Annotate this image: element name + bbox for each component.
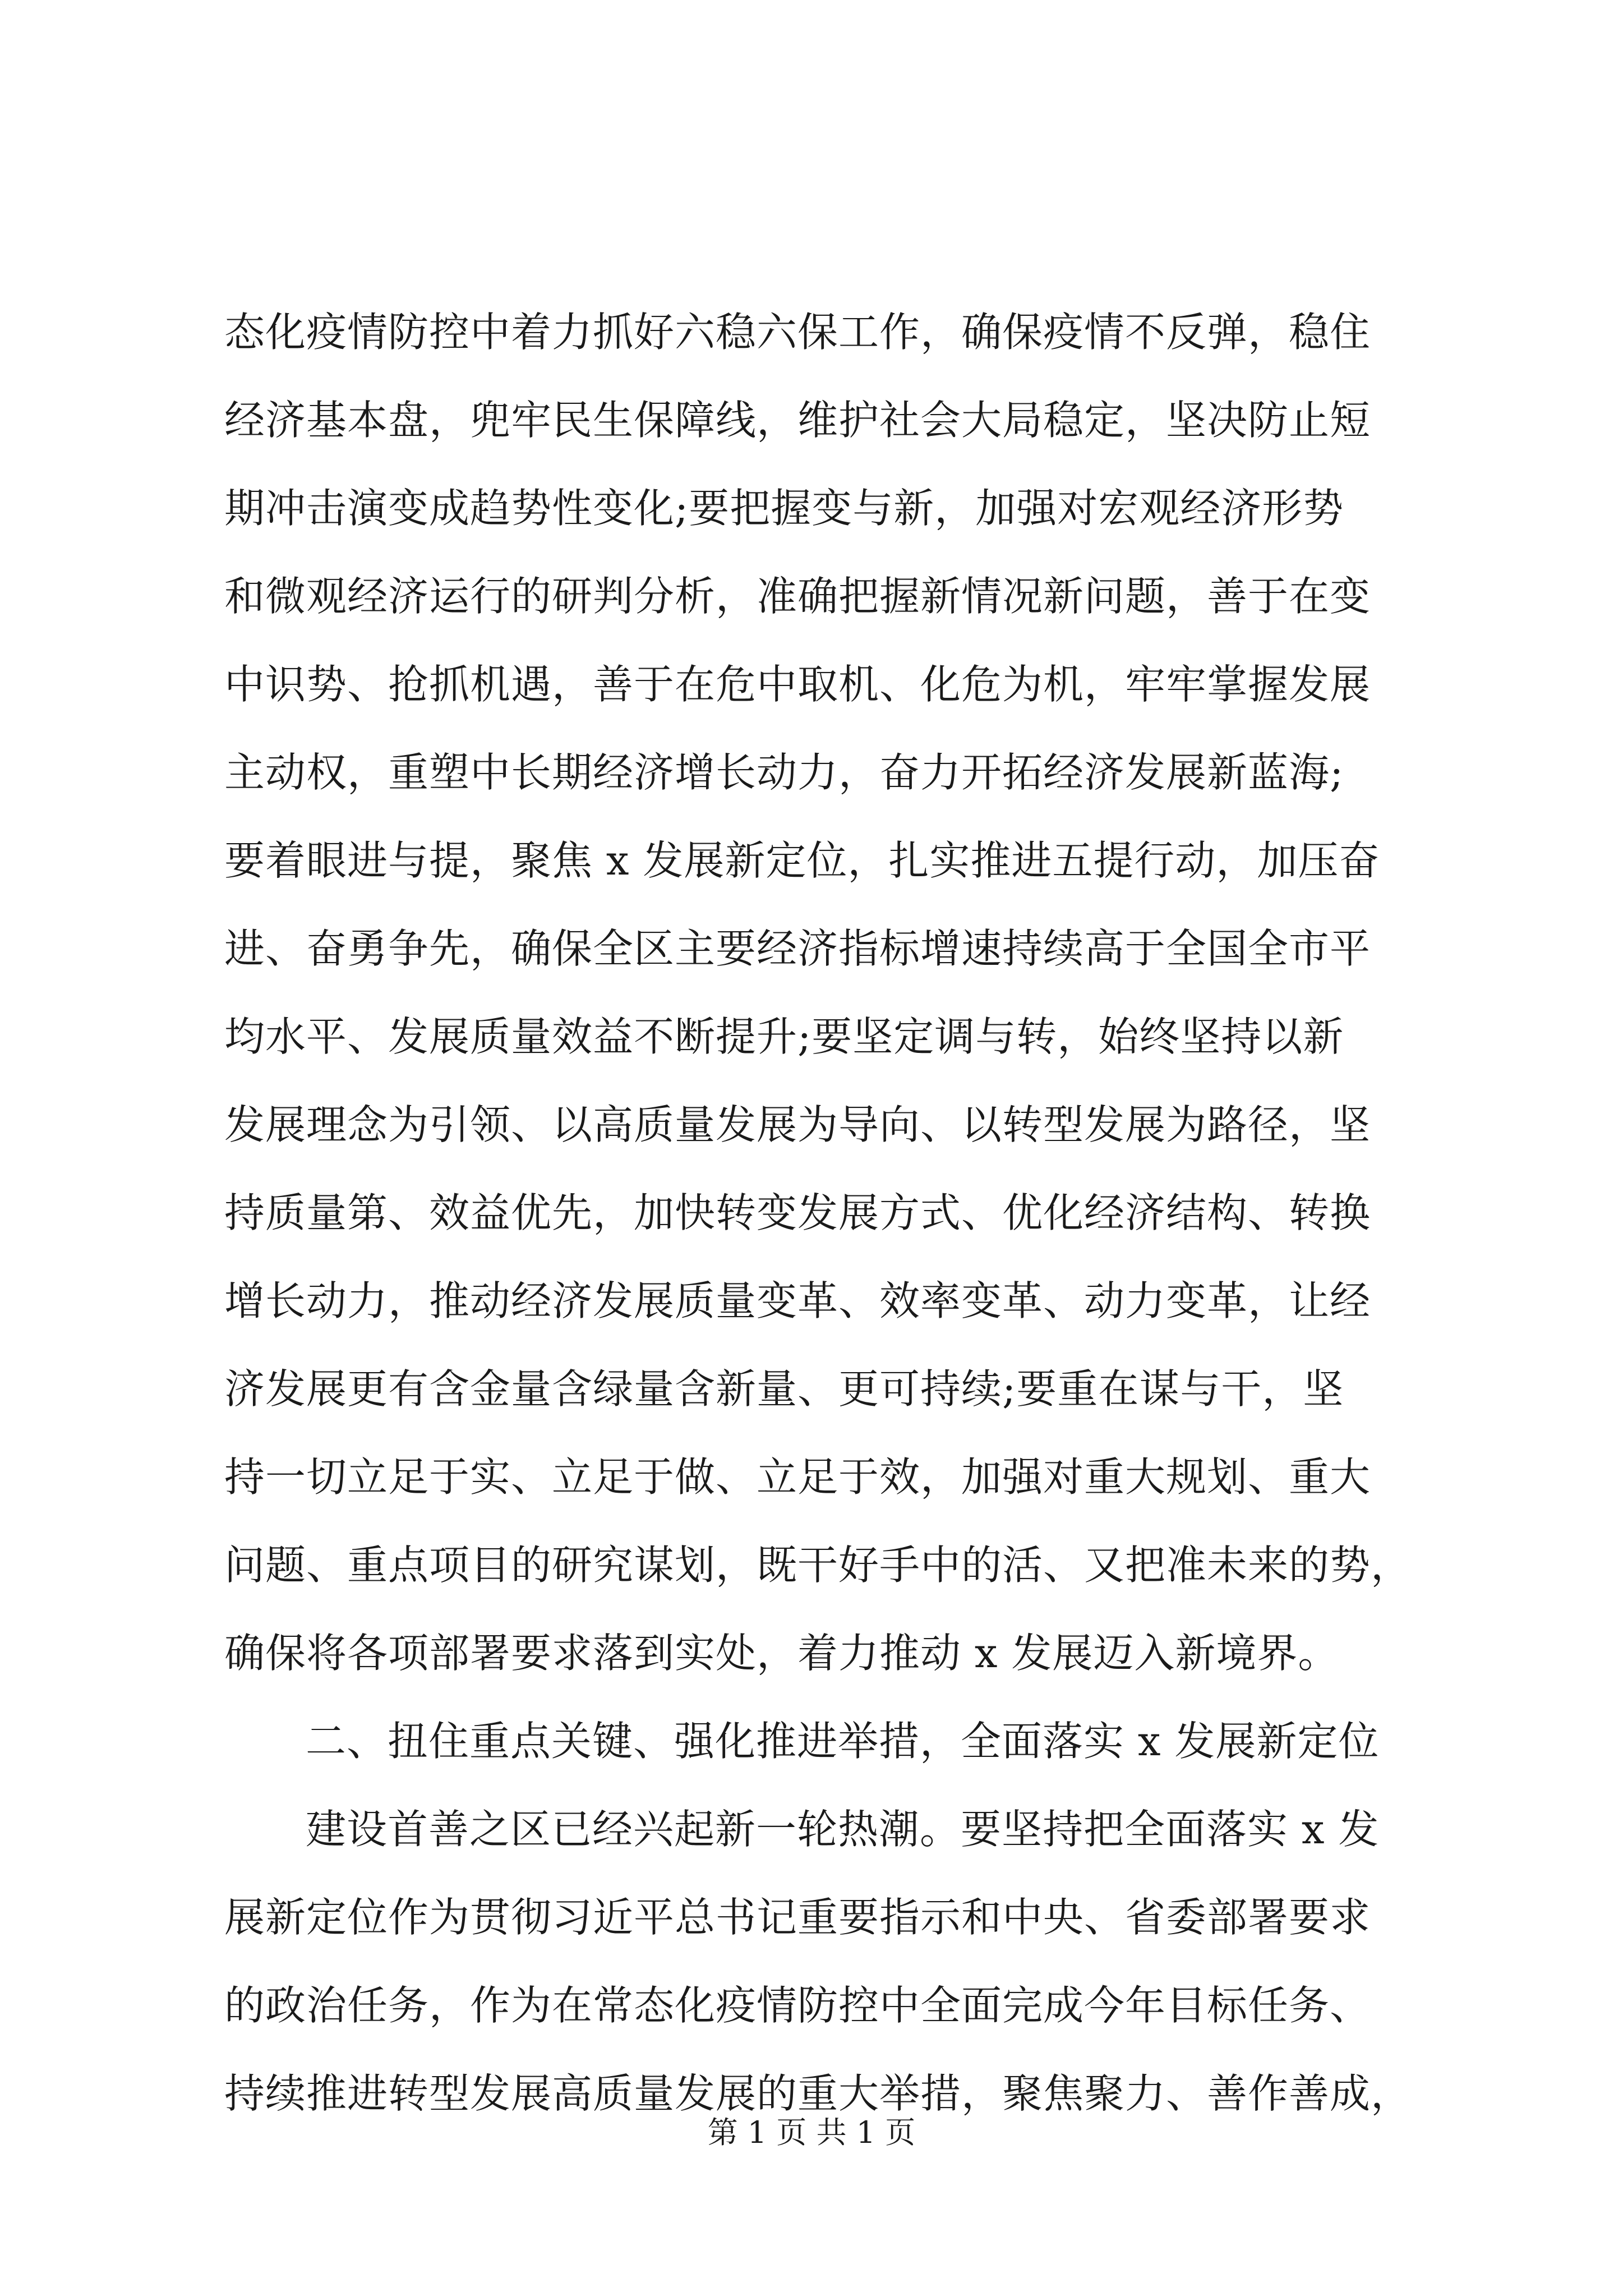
body-text-line: 中识势、抢抓机遇，善于在危中取机、化危为机，牢牢掌握发展 (224, 661, 1371, 708)
body-text-line: 持质量第、效益优先，加快转变发展方式、优化经济结构、转换 (224, 1189, 1371, 1236)
body-text-line: 均水平、发展质量效益不断提升;要坚定调与转，始终坚持以新 (224, 1013, 1344, 1060)
body-text-line: 持一切立足于实、立足于做、立足于效，加强对重大规划、重大 (224, 1453, 1371, 1501)
body-text-line: 济发展更有含金量含绿量含新量、更可持续;要重在谋与干，坚 (224, 1365, 1344, 1412)
body-text-line: 要着眼进与提，聚焦 x 发展新定位，扎实推进五提行动，加压奋 (224, 837, 1380, 884)
body-text-line: 态化疫情防控中着力抓好六稳六保工作，确保疫情不反弹，稳住 (224, 309, 1371, 356)
body-text-line: 的政治任务，作为在常态化疫情防控中全面完成今年目标任务、 (224, 1982, 1371, 2029)
paragraph-first-line: 建设首善之区已经兴起新一轮热潮。要坚持把全面落实 x 发 (306, 1806, 1380, 1853)
page-footer: 第 1 页 共 1 页 (707, 2115, 916, 2150)
body-text-line: 确保将各项部署要求落到实处，着力推动 x 发展迈入新境界。 (224, 1630, 1339, 1677)
body-text-line: 和微观经济运行的研判分析，准确把握新情况新问题，善于在变 (224, 573, 1371, 620)
body-text-line: 期冲击演变成趋势性变化;要把握变与新，加强对宏观经济形势 (224, 485, 1344, 532)
body-text-line: 增长动力，推动经济发展质量变革、效率变革、动力变革，让经 (224, 1277, 1371, 1324)
body-text-line: 发展理念为引领、以高质量发展为导向、以转型发展为路径，坚 (224, 1101, 1371, 1148)
body-text-line: 持续推进转型发展高质量发展的重大举措，聚焦聚力、善作善成， (224, 2070, 1412, 2117)
body-text-line: 主动权，重塑中长期经济增长动力，奋力开拓经济发展新蓝海; (224, 749, 1344, 796)
body-text-line: 经济基本盘，兜牢民生保障线，维护社会大局稳定，坚决防止短 (224, 397, 1371, 444)
body-text-line: 问题、重点项目的研究谋划，既干好手中的活、又把准未来的势， (224, 1542, 1412, 1589)
section-heading: 二、扭住重点关键、强化推进举措，全面落实 x 发展新定位 (306, 1718, 1380, 1765)
body-text-line: 进、奋勇争先，确保全区主要经济指标增速持续高于全国全市平 (224, 925, 1371, 972)
body-text-line: 展新定位作为贯彻习近平总书记重要指示和中央、省委部署要求 (224, 1894, 1371, 1941)
